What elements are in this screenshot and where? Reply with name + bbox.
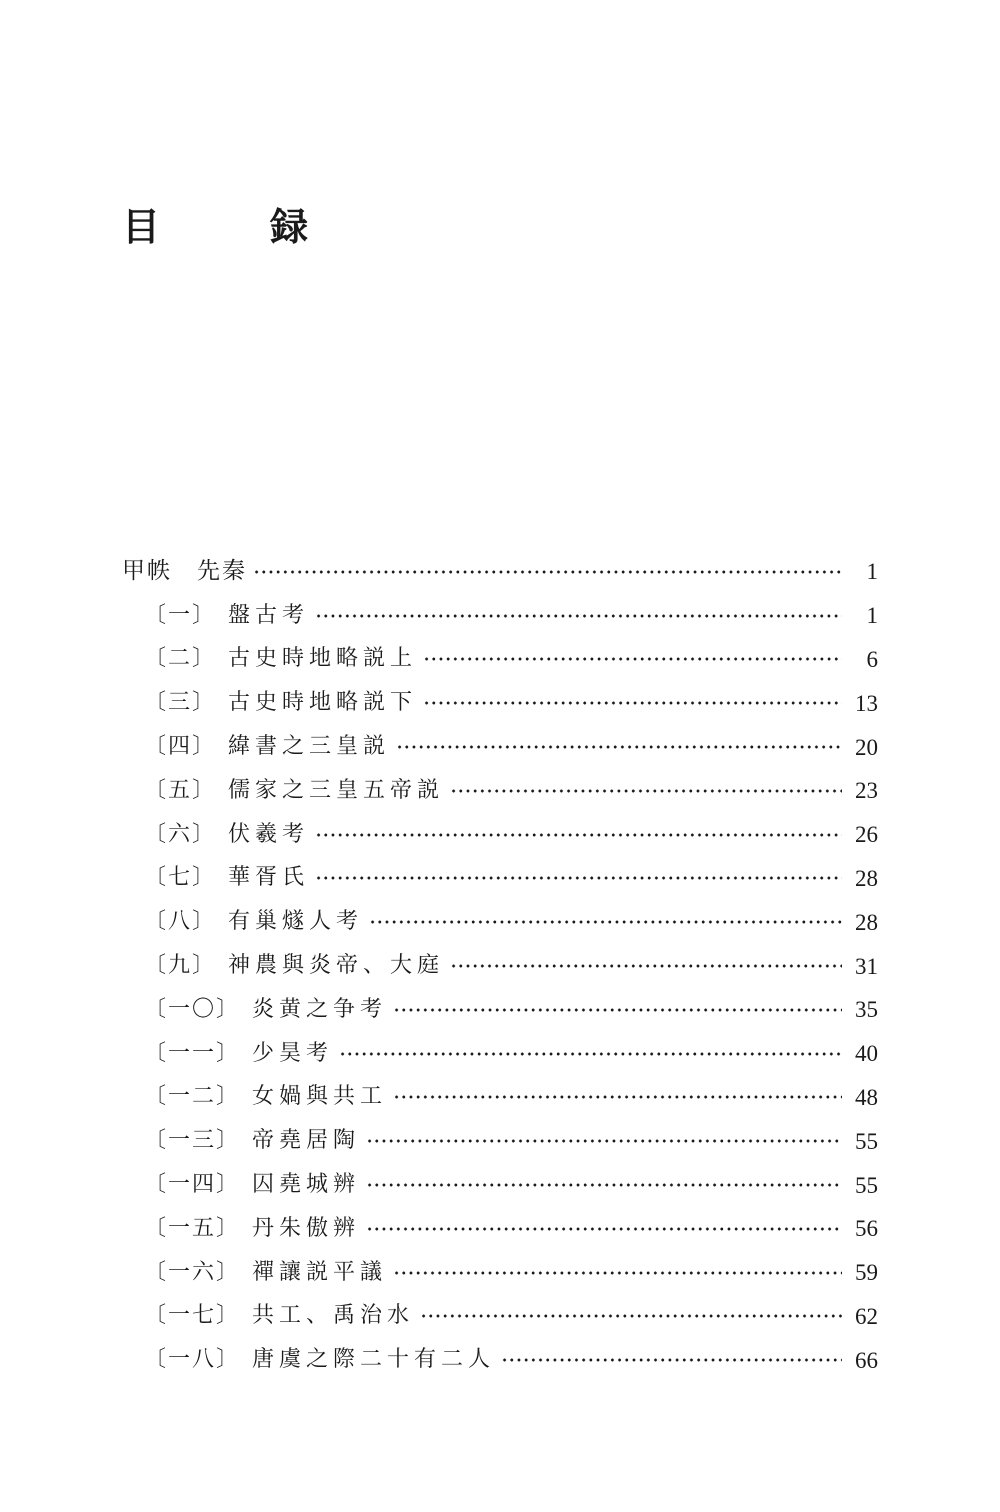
dot-leader <box>501 1355 842 1365</box>
toc-page-number: 20 <box>855 734 878 760</box>
table-of-contents <box>122 550 878 1382</box>
toc-page-number: 55 <box>855 1172 878 1198</box>
toc-page-number: 56 <box>855 1216 878 1242</box>
dot-leader <box>315 873 842 883</box>
toc-entry-number: 〔九〕 <box>144 953 217 979</box>
toc-entry-number: 〔一二〕 <box>144 1084 241 1110</box>
toc-page-number: 6 <box>866 646 878 672</box>
page-title: 目 録 <box>122 204 345 249</box>
toc-page-number: 35 <box>855 997 878 1023</box>
toc-entry-title: 伏羲考 <box>228 821 310 847</box>
toc-entry-title: 神農與炎帝、大庭 <box>228 953 445 979</box>
toc-entry-title: 少昊考 <box>252 1040 334 1066</box>
toc-entry-title: 盤古考 <box>228 602 310 628</box>
toc-entry-number: 〔三〕 <box>144 690 217 716</box>
dot-leader <box>339 1049 842 1059</box>
toc-entry-number: 〔八〕 <box>144 909 217 935</box>
dot-leader <box>420 1311 842 1321</box>
dot-leader <box>450 961 842 971</box>
dot-leader <box>423 698 842 708</box>
dot-leader <box>366 1224 842 1234</box>
toc-entry-title: 丹朱傲辨 <box>252 1215 361 1241</box>
toc-entry-number: 〔五〕 <box>144 777 217 803</box>
toc-entry-title: 囚堯城辨 <box>252 1172 361 1198</box>
toc-entry <box>122 857 878 901</box>
toc-entry <box>122 725 878 769</box>
toc-page-number: 55 <box>855 1128 878 1154</box>
toc-section-row <box>122 550 878 594</box>
toc-entry-number: 〔一三〕 <box>144 1128 241 1154</box>
toc-entry-title: 共工、禹治水 <box>252 1303 415 1329</box>
toc-entry-title: 禪讓説平議 <box>252 1259 388 1285</box>
dot-leader <box>393 1092 842 1102</box>
dot-leader <box>315 830 842 840</box>
dot-leader <box>450 786 842 796</box>
toc-entry <box>122 1295 878 1339</box>
dot-leader <box>393 1005 842 1015</box>
toc-page-number: 26 <box>855 822 878 848</box>
toc-entry-number: 〔一〕 <box>144 602 217 628</box>
toc-entry-number: 〔一一〕 <box>144 1040 241 1066</box>
dot-leader <box>369 917 842 927</box>
toc-entry-title: 緯書之三皇説 <box>228 734 391 760</box>
toc-page-number: 13 <box>855 690 878 716</box>
toc-page-number: 59 <box>855 1260 878 1286</box>
toc-entry-title: 儒家之三皇五帝説 <box>228 777 445 803</box>
toc-entry <box>122 813 878 857</box>
toc-entry-title: 唐虞之際二十有二人 <box>252 1347 496 1373</box>
toc-page-number: 31 <box>855 953 878 979</box>
toc-entry-title: 古史時地略説下 <box>228 690 418 716</box>
dot-leader <box>315 611 842 621</box>
toc-entry <box>122 1032 878 1076</box>
toc-entry-number: 〔一八〕 <box>144 1347 241 1373</box>
toc-entry-number: 〔四〕 <box>144 734 217 760</box>
toc-entry-title: 女媧與共工 <box>252 1084 388 1110</box>
toc-entry-number: 〔一四〕 <box>144 1172 241 1198</box>
toc-entry-number: 〔二〕 <box>144 646 217 672</box>
toc-entry-title: 古史時地略説上 <box>228 646 418 672</box>
toc-entry-title: 華胥氏 <box>228 865 310 891</box>
toc-page-number: 62 <box>855 1303 878 1329</box>
toc-entry-number: 〔一六〕 <box>144 1259 241 1285</box>
toc-page-number: 1 <box>866 559 878 585</box>
toc-entry <box>122 1076 878 1120</box>
toc-entry-title: 炎黄之争考 <box>252 996 388 1022</box>
toc-entry <box>122 988 878 1032</box>
toc-page-number: 28 <box>855 865 878 891</box>
toc-page-number: 40 <box>855 1041 878 1067</box>
dot-leader <box>366 1136 842 1146</box>
dot-leader <box>423 654 842 664</box>
toc-entry <box>122 1163 878 1207</box>
toc-section-label: 甲帙 先秦 <box>122 558 247 585</box>
toc-page-number: 28 <box>855 909 878 935</box>
toc-entry <box>122 1251 878 1295</box>
toc-entry-number: 〔一七〕 <box>144 1303 241 1329</box>
toc-entry <box>122 594 878 638</box>
toc-entry-number: 〔一〇〕 <box>144 996 241 1022</box>
toc-entry <box>122 769 878 813</box>
toc-entry-number: 〔六〕 <box>144 821 217 847</box>
dot-leader <box>366 1180 842 1190</box>
dot-leader <box>253 567 842 577</box>
dot-leader <box>393 1268 842 1278</box>
toc-entry-number: 〔一五〕 <box>144 1215 241 1241</box>
toc-entry <box>122 681 878 725</box>
toc-entry-title: 有巢燧人考 <box>228 909 364 935</box>
toc-entry-number: 〔七〕 <box>144 865 217 891</box>
toc-page-number: 66 <box>855 1347 878 1373</box>
toc-page-number: 1 <box>866 603 878 629</box>
toc-entry <box>122 638 878 682</box>
toc-entry <box>122 900 878 944</box>
toc-entry-title: 帝堯居陶 <box>252 1128 361 1154</box>
toc-entry <box>122 1207 878 1251</box>
dot-leader <box>396 742 842 752</box>
toc-entry <box>122 1338 878 1382</box>
toc-page-number: 48 <box>855 1084 878 1110</box>
toc-entry <box>122 944 878 988</box>
toc-entry <box>122 1119 878 1163</box>
toc-page-number: 23 <box>855 778 878 804</box>
